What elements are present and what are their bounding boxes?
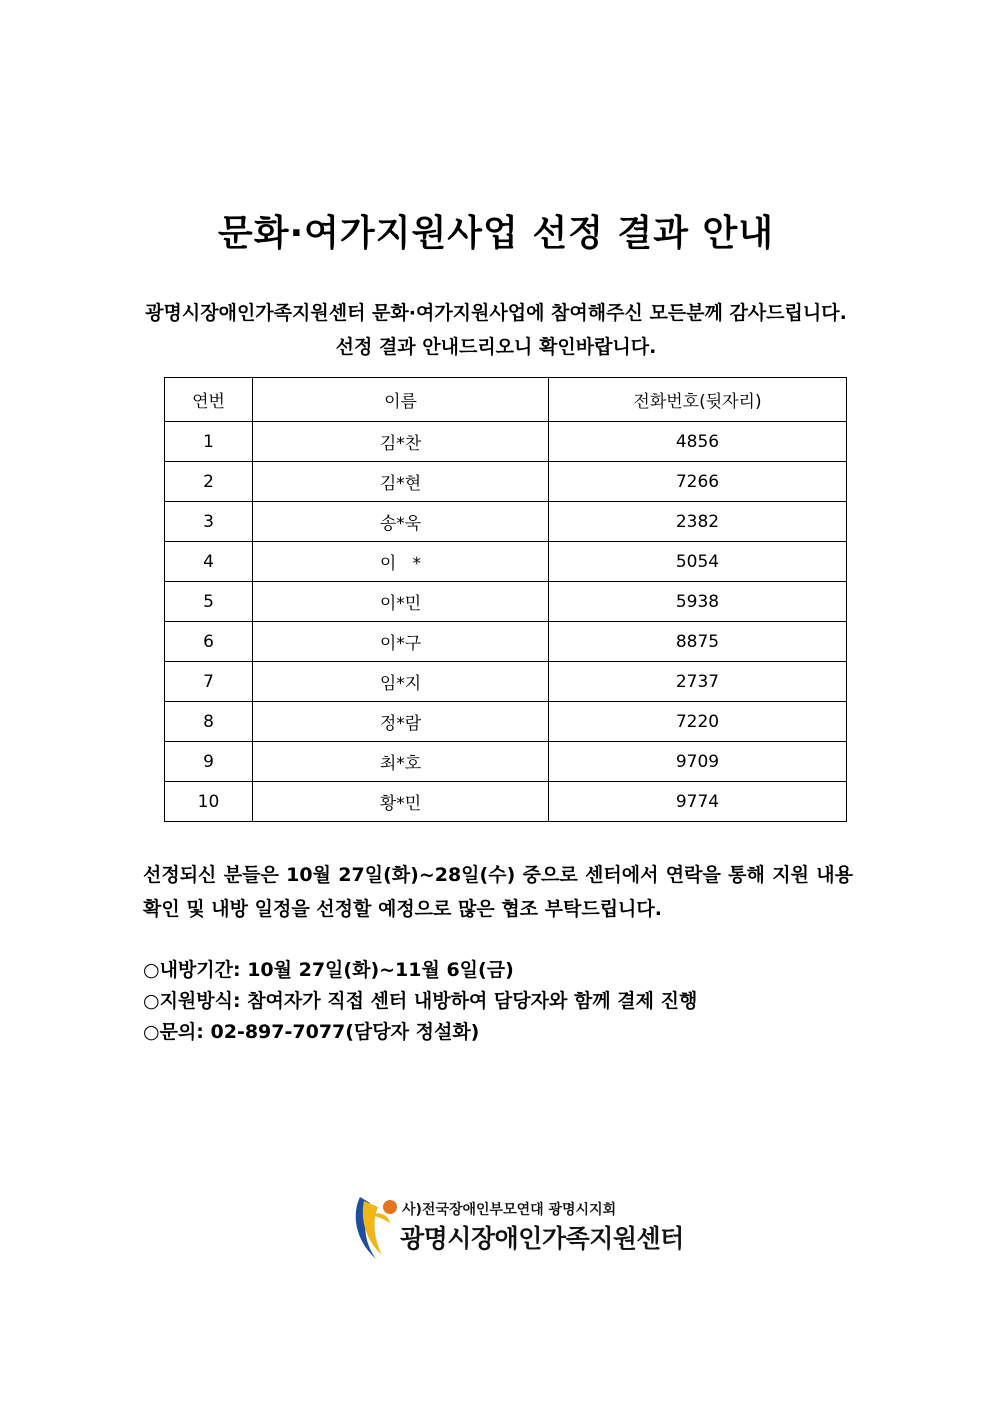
cell-number: 1 [165, 422, 253, 462]
cell-name: 이*구 [253, 622, 549, 662]
table-row [165, 462, 847, 502]
header-name: 이름 [253, 378, 549, 422]
table-row [165, 742, 847, 782]
table-row [165, 542, 847, 582]
cell-number: 9 [165, 742, 253, 782]
header-number: 연번 [165, 378, 253, 422]
cell-name: 임*지 [253, 662, 549, 702]
organization-logo [352, 1193, 682, 1263]
table-row [165, 702, 847, 742]
cell-name: 김*찬 [253, 422, 549, 462]
intro-line-1: 광명시장애인가족지원센터 문화·여가지원사업에 참여해주신 모든분께 감사드립니다. [145, 302, 847, 324]
cell-number: 6 [165, 622, 253, 662]
cell-phone: 5054 [549, 542, 847, 582]
cell-name: 김*현 [253, 462, 549, 502]
cell-phone: 2737 [549, 662, 847, 702]
cell-number: 3 [165, 502, 253, 542]
table-row [165, 622, 847, 662]
cell-number: 4 [165, 542, 253, 582]
logo-emblem-icon [352, 1193, 400, 1263]
cell-phone: 9774 [549, 782, 847, 822]
cell-number: 8 [165, 702, 253, 742]
info-list [143, 955, 697, 1048]
cell-name: 황*민 [253, 782, 549, 822]
table-row [165, 502, 847, 542]
cell-phone: 9709 [549, 742, 847, 782]
table-row [165, 782, 847, 822]
logo-subtitle: 사)전국장애인부모연대 광명시지회 [402, 1202, 617, 1218]
info-support-method: ○지원방식: 참여자가 직접 센터 내방하여 담당자와 함께 결제 진행 [143, 990, 698, 1012]
cell-phone: 7220 [549, 702, 847, 742]
cell-number: 10 [165, 782, 253, 822]
cell-name: 송*욱 [253, 502, 549, 542]
notice-paragraph: 선정되신 분들은 10월 27일(화)~28일(수) 중으로 센터에서 연락을 통해 지원 내용 확인 및 내방 일정을 선정할 예정으로 많은 협조 부탁드립니다. [143, 864, 853, 920]
table-header-row [165, 378, 847, 422]
cell-phone: 8875 [549, 622, 847, 662]
cell-phone: 7266 [549, 462, 847, 502]
table-row [165, 422, 847, 462]
logo-name: 광명시장애인가족지원센터 [400, 1224, 684, 1253]
cell-name: 이*민 [253, 582, 549, 622]
selection-result-table [164, 377, 847, 822]
cell-number: 2 [165, 462, 253, 502]
header-phone: 전화번호(뒷자리) [549, 378, 847, 422]
cell-number: 7 [165, 662, 253, 702]
cell-phone: 2382 [549, 502, 847, 542]
cell-name: 이 * [253, 542, 549, 582]
cell-phone: 4856 [549, 422, 847, 462]
info-contact: ○문의: 02-897-7077(담당자 정설화) [143, 1021, 480, 1043]
page-title: 문화·여가지원사업 선정 결과 안내 [217, 213, 775, 254]
table-row [165, 582, 847, 622]
intro-line-2: 선정 결과 안내드리오니 확인바랍니다. [335, 336, 657, 358]
intro-text [0, 296, 992, 364]
cell-number: 5 [165, 582, 253, 622]
table-row [165, 662, 847, 702]
info-visit-period: ○내방기간: 10월 27일(화)~11월 6일(금) [143, 959, 514, 981]
cell-phone: 5938 [549, 582, 847, 622]
cell-name: 정*람 [253, 702, 549, 742]
cell-name: 최*호 [253, 742, 549, 782]
